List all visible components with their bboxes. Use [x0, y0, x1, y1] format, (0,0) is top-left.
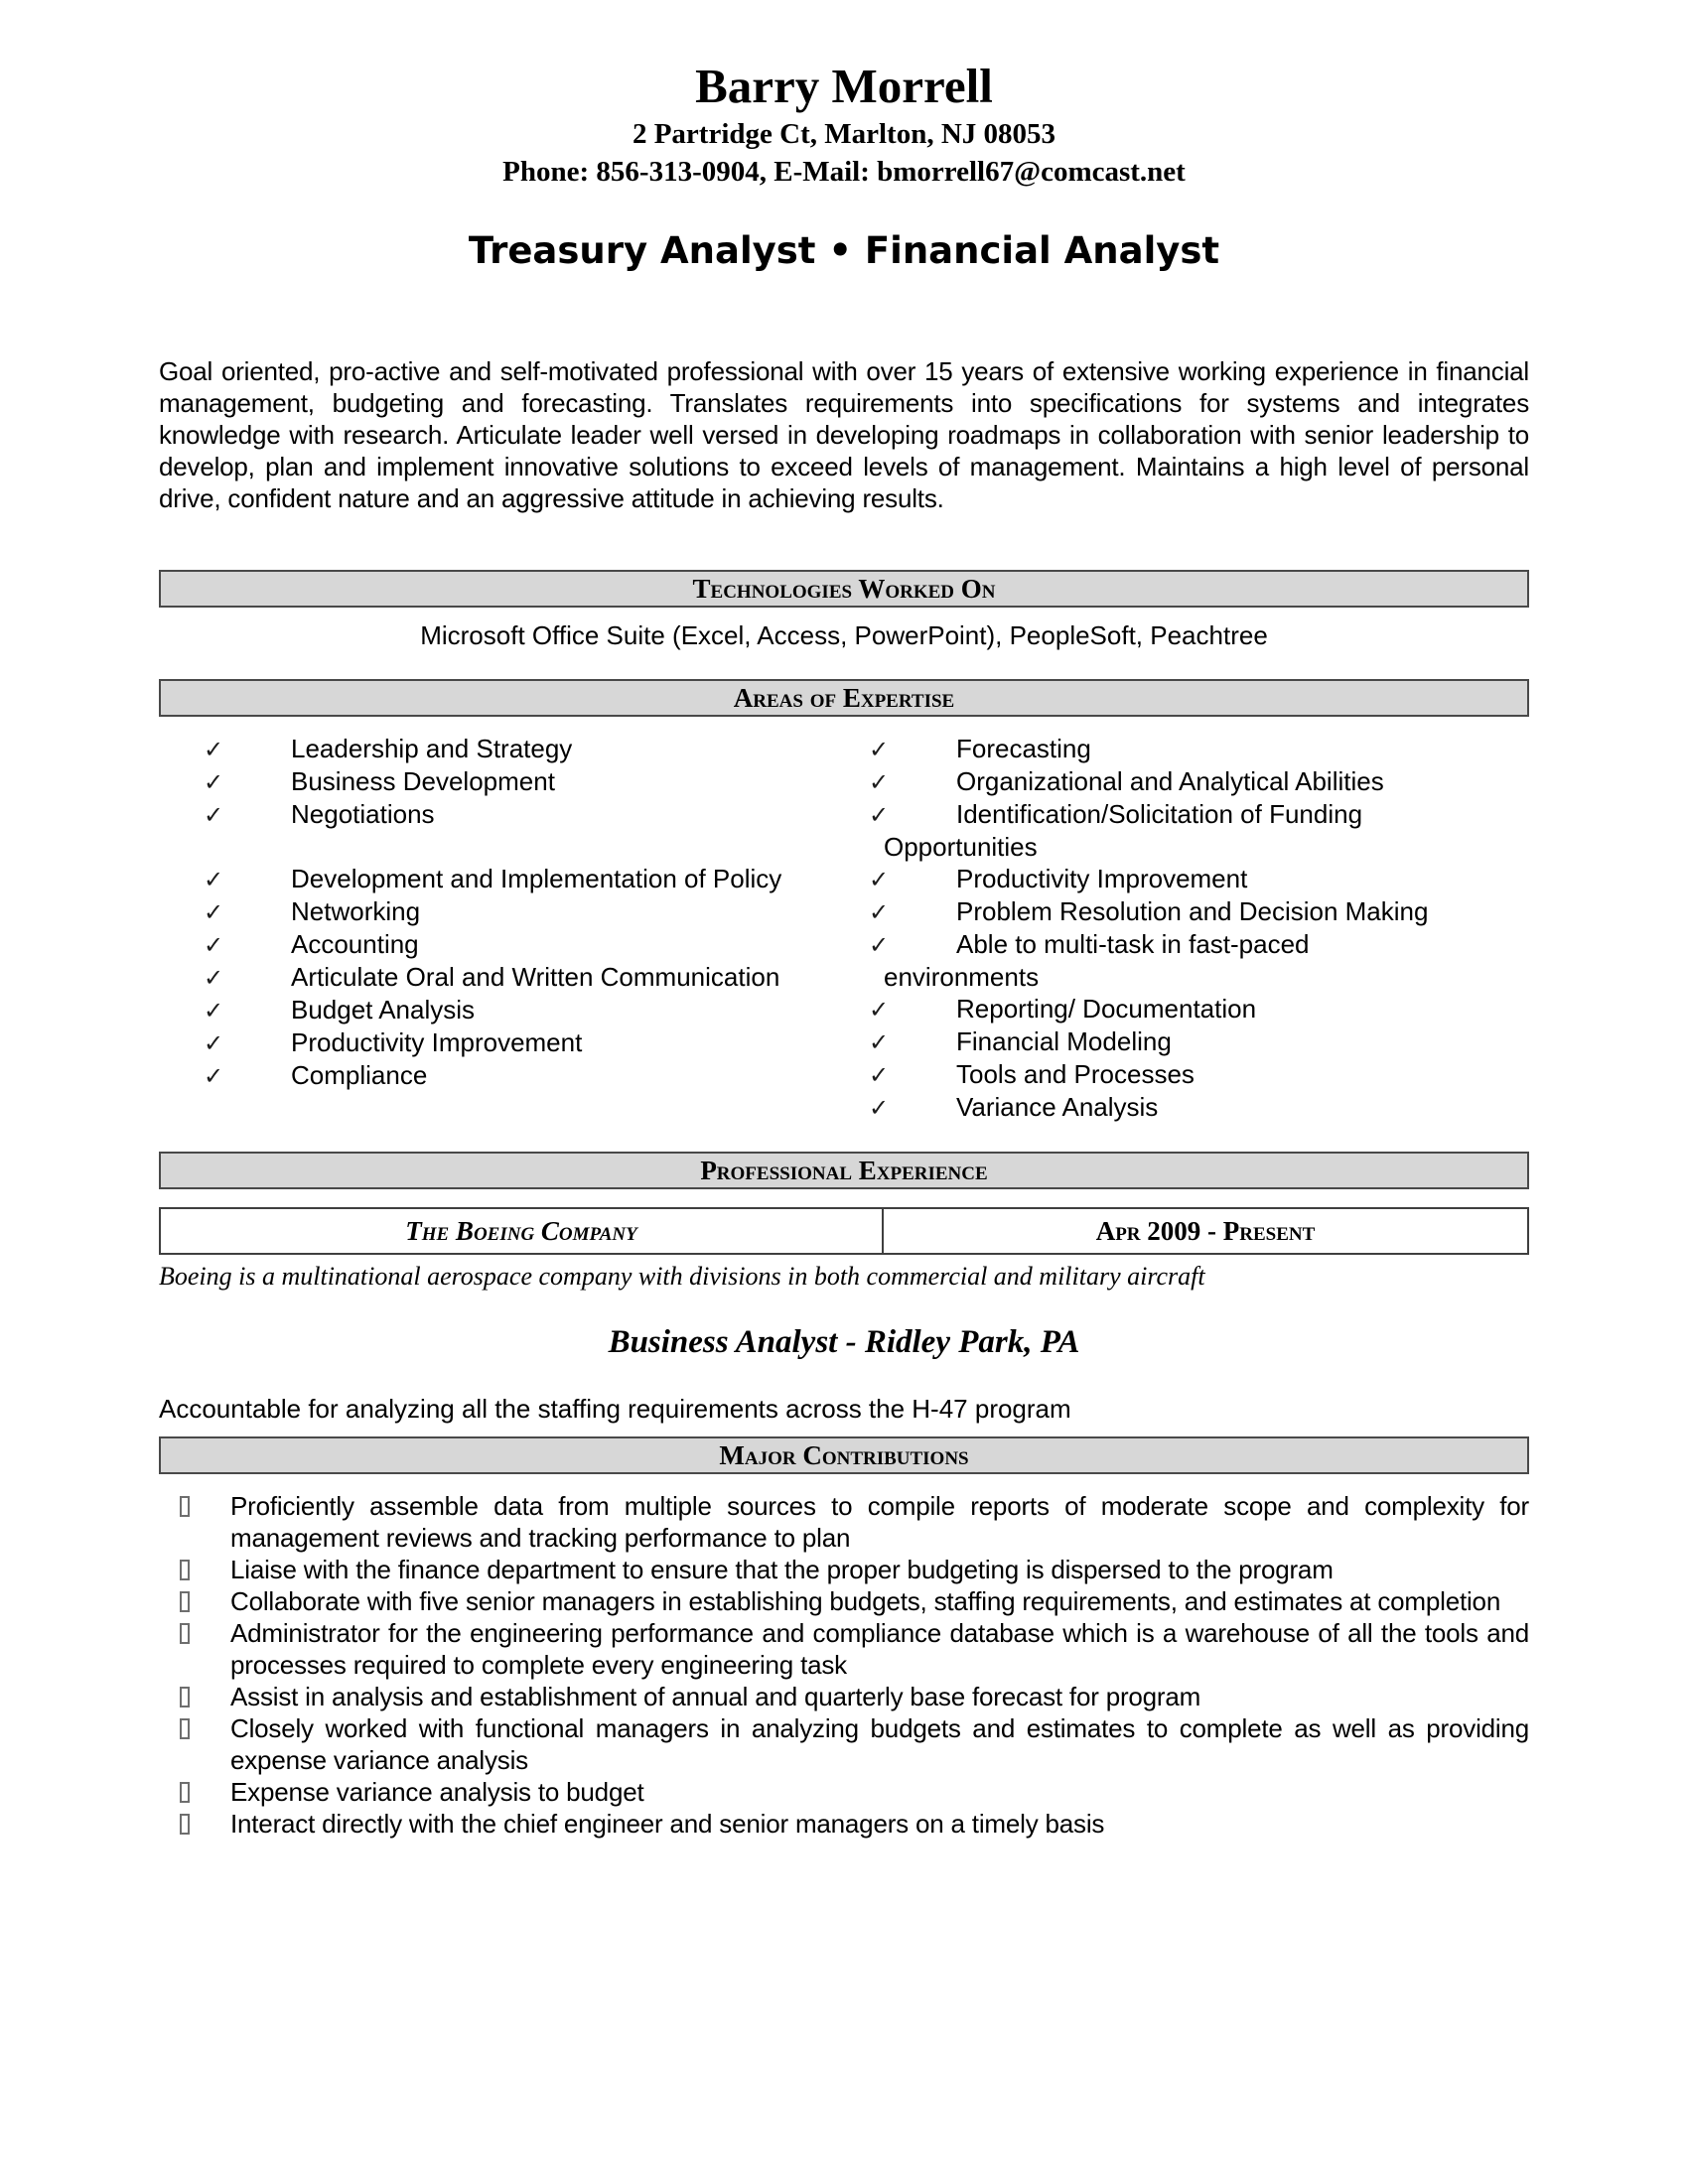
expertise-item [824, 895, 1529, 928]
contribution-text: Administrator for the engineering performance and compliance database which is a warehouse of all the tools and processes required to complete every engineering task [230, 1618, 1529, 1680]
expertise-item-label: Networking [291, 896, 421, 926]
experience-header-table [159, 1207, 1529, 1255]
expertise-column-left [159, 733, 824, 1124]
check-icon: ✓ [869, 898, 890, 926]
expertise-item [824, 733, 1529, 765]
expertise-item [824, 831, 1529, 863]
expertise-item [159, 961, 824, 994]
check-icon: ✓ [204, 1062, 224, 1090]
check-icon: ✓ [869, 931, 890, 959]
contact-line: Phone: 856-313-0904, E-Mail: bmorrell67@comcast.net [502, 156, 1186, 188]
expertise-item-label: Articulate Oral and Written Communication [291, 962, 780, 992]
contribution-text: Collaborate with five senior managers in establishing budgets, staffing requirements, and estimates at completion [230, 1586, 1501, 1616]
expertise-item-label: Accounting [291, 929, 419, 959]
contribution-item [159, 1490, 1529, 1554]
bullet-box-icon [180, 1623, 190, 1644]
contribution-item [159, 1808, 1529, 1840]
expertise-item [824, 1025, 1529, 1058]
check-icon: ✓ [869, 768, 890, 796]
expertise-item [824, 961, 1529, 993]
employer-description: Boeing is a multinational aerospace company with divisions in both commercial and military aircraft [159, 1262, 1205, 1291]
expertise-item-label: Organizational and Analytical Abilities [956, 766, 1384, 796]
expertise-item [159, 733, 824, 765]
expertise-item [159, 863, 824, 895]
check-icon: ✓ [869, 1028, 890, 1056]
contribution-item [159, 1712, 1529, 1776]
check-icon: ✓ [869, 866, 890, 893]
check-icon: ✓ [204, 736, 224, 763]
technologies-list: Microsoft Office Suite (Excel, Access, PowerPoint), PeopleSoft, Peachtree [420, 620, 1268, 650]
expertise-item [824, 863, 1529, 895]
check-icon: ✓ [869, 996, 890, 1024]
expertise-item [159, 928, 824, 961]
expertise-item [159, 798, 824, 831]
expertise-item-label: Productivity Improvement [291, 1027, 583, 1057]
summary-paragraph: Goal oriented, pro-active and self-motivated professional with over 15 years of extensive working experience in financial management, budgeting and forecasting. Translates requirements into specifications for systems and integrates knowledge with research. Articulate leader well versed in developing roadmaps in collaboration with senior leadership to develop, plan and implement innovative solutions to exceed levels of management. Maintains a high level of personal drive, confident nature and an aggressive attitude in achieving results. [159, 356, 1529, 513]
expertise-item [824, 993, 1529, 1025]
bullet-box-icon [180, 1814, 190, 1835]
contributions-list [159, 1490, 1529, 1840]
expertise-item-label: Business Development [291, 766, 555, 796]
expertise-item [824, 1058, 1529, 1091]
check-icon: ✓ [204, 931, 224, 959]
contribution-item [159, 1681, 1529, 1712]
expertise-item-label: Financial Modeling [956, 1026, 1172, 1056]
expertise-columns [159, 733, 1529, 1124]
check-icon: ✓ [869, 801, 890, 829]
expertise-item [159, 831, 824, 863]
contribution-item [159, 1617, 1529, 1681]
expertise-item-label: Negotiations [291, 799, 435, 829]
contribution-item [159, 1554, 1529, 1585]
contribution-text: Expense variance analysis to budget [230, 1777, 644, 1807]
check-icon: ✓ [869, 1094, 890, 1122]
check-icon: ✓ [204, 866, 224, 893]
expertise-item [159, 1059, 824, 1092]
expertise-item-label: Reporting/ Documentation [956, 994, 1257, 1024]
bullet-box-icon [180, 1782, 190, 1803]
contribution-text: Liaise with the finance department to ensure that the proper budgeting is dispersed to the program [230, 1555, 1334, 1584]
bullet-box-icon [180, 1718, 190, 1739]
check-icon: ✓ [204, 1029, 224, 1057]
expertise-item-label: Opportunities [884, 832, 1038, 862]
expertise-item-label: Productivity Improvement [956, 864, 1248, 893]
bullet-box-icon [180, 1687, 190, 1707]
section-header-expertise: Areas of Expertise [159, 679, 1529, 717]
section-header-technologies: Technologies Worked On [159, 570, 1529, 608]
expertise-item [159, 895, 824, 928]
expertise-item-label: Identification/Solicitation of Funding [956, 799, 1363, 829]
expertise-item [824, 765, 1529, 798]
candidate-name: Barry Morrell [695, 59, 993, 113]
check-icon: ✓ [869, 1061, 890, 1089]
expertise-item-label: Able to multi-task in fast-paced [956, 929, 1310, 959]
expertise-item-label: Tools and Processes [956, 1059, 1195, 1089]
expertise-item-label: Compliance [291, 1060, 428, 1090]
section-header-contributions: Major Contributions [159, 1436, 1529, 1474]
bullet-box-icon [180, 1496, 190, 1517]
contribution-item [159, 1776, 1529, 1808]
job-title: Business Analyst - Ridley Park, PA [608, 1324, 1080, 1360]
expertise-item [824, 1091, 1529, 1124]
contribution-text: Proficiently assemble data from multiple sources to compile reports of moderate scope and complexity for management reviews and tracking performance to plan [230, 1491, 1529, 1553]
expertise-column-right [824, 733, 1529, 1124]
expertise-item-label: Variance Analysis [956, 1092, 1159, 1122]
expertise-item-label: environments [884, 962, 1040, 992]
contribution-text: Closely worked with functional managers in analyzing budgets and estimates to complete as well as providing expense variance analysis [230, 1713, 1529, 1775]
expertise-item [159, 994, 824, 1026]
check-icon: ✓ [204, 964, 224, 992]
check-icon: ✓ [204, 768, 224, 796]
expertise-item-label: Budget Analysis [291, 995, 476, 1024]
document-title: Treasury Analyst • Financial Analyst [468, 229, 1220, 272]
section-header-experience: Professional Experience [159, 1152, 1529, 1189]
expertise-item [159, 765, 824, 798]
check-icon: ✓ [869, 736, 890, 763]
employer-name-cell: The Boeing Company [161, 1209, 884, 1253]
expertise-item-label: Forecasting [956, 734, 1091, 763]
expertise-item-label: Leadership and Strategy [291, 734, 573, 763]
contribution-item [159, 1585, 1529, 1617]
contribution-text: Interact directly with the chief engineer and senior managers on a timely basis [230, 1809, 1105, 1839]
check-icon: ✓ [204, 801, 224, 829]
job-summary: Accountable for analyzing all the staffing requirements across the H-47 program [159, 1394, 1071, 1424]
expertise-item-label: Problem Resolution and Decision Making [956, 896, 1429, 926]
check-icon: ✓ [204, 898, 224, 926]
expertise-item-label: Development and Implementation of Policy [291, 864, 782, 893]
bullet-box-icon [180, 1560, 190, 1580]
expertise-item [159, 1026, 824, 1059]
check-icon: ✓ [204, 997, 224, 1024]
expertise-item [824, 928, 1529, 961]
bullet-box-icon [180, 1591, 190, 1612]
contribution-text: Assist in analysis and establishment of annual and quarterly base forecast for program [230, 1682, 1201, 1711]
address-line: 2 Partridge Ct, Marlton, NJ 08053 [632, 118, 1056, 150]
employment-dates-cell: Apr 2009 - Present [1095, 1216, 1316, 1246]
expertise-item [824, 798, 1529, 831]
